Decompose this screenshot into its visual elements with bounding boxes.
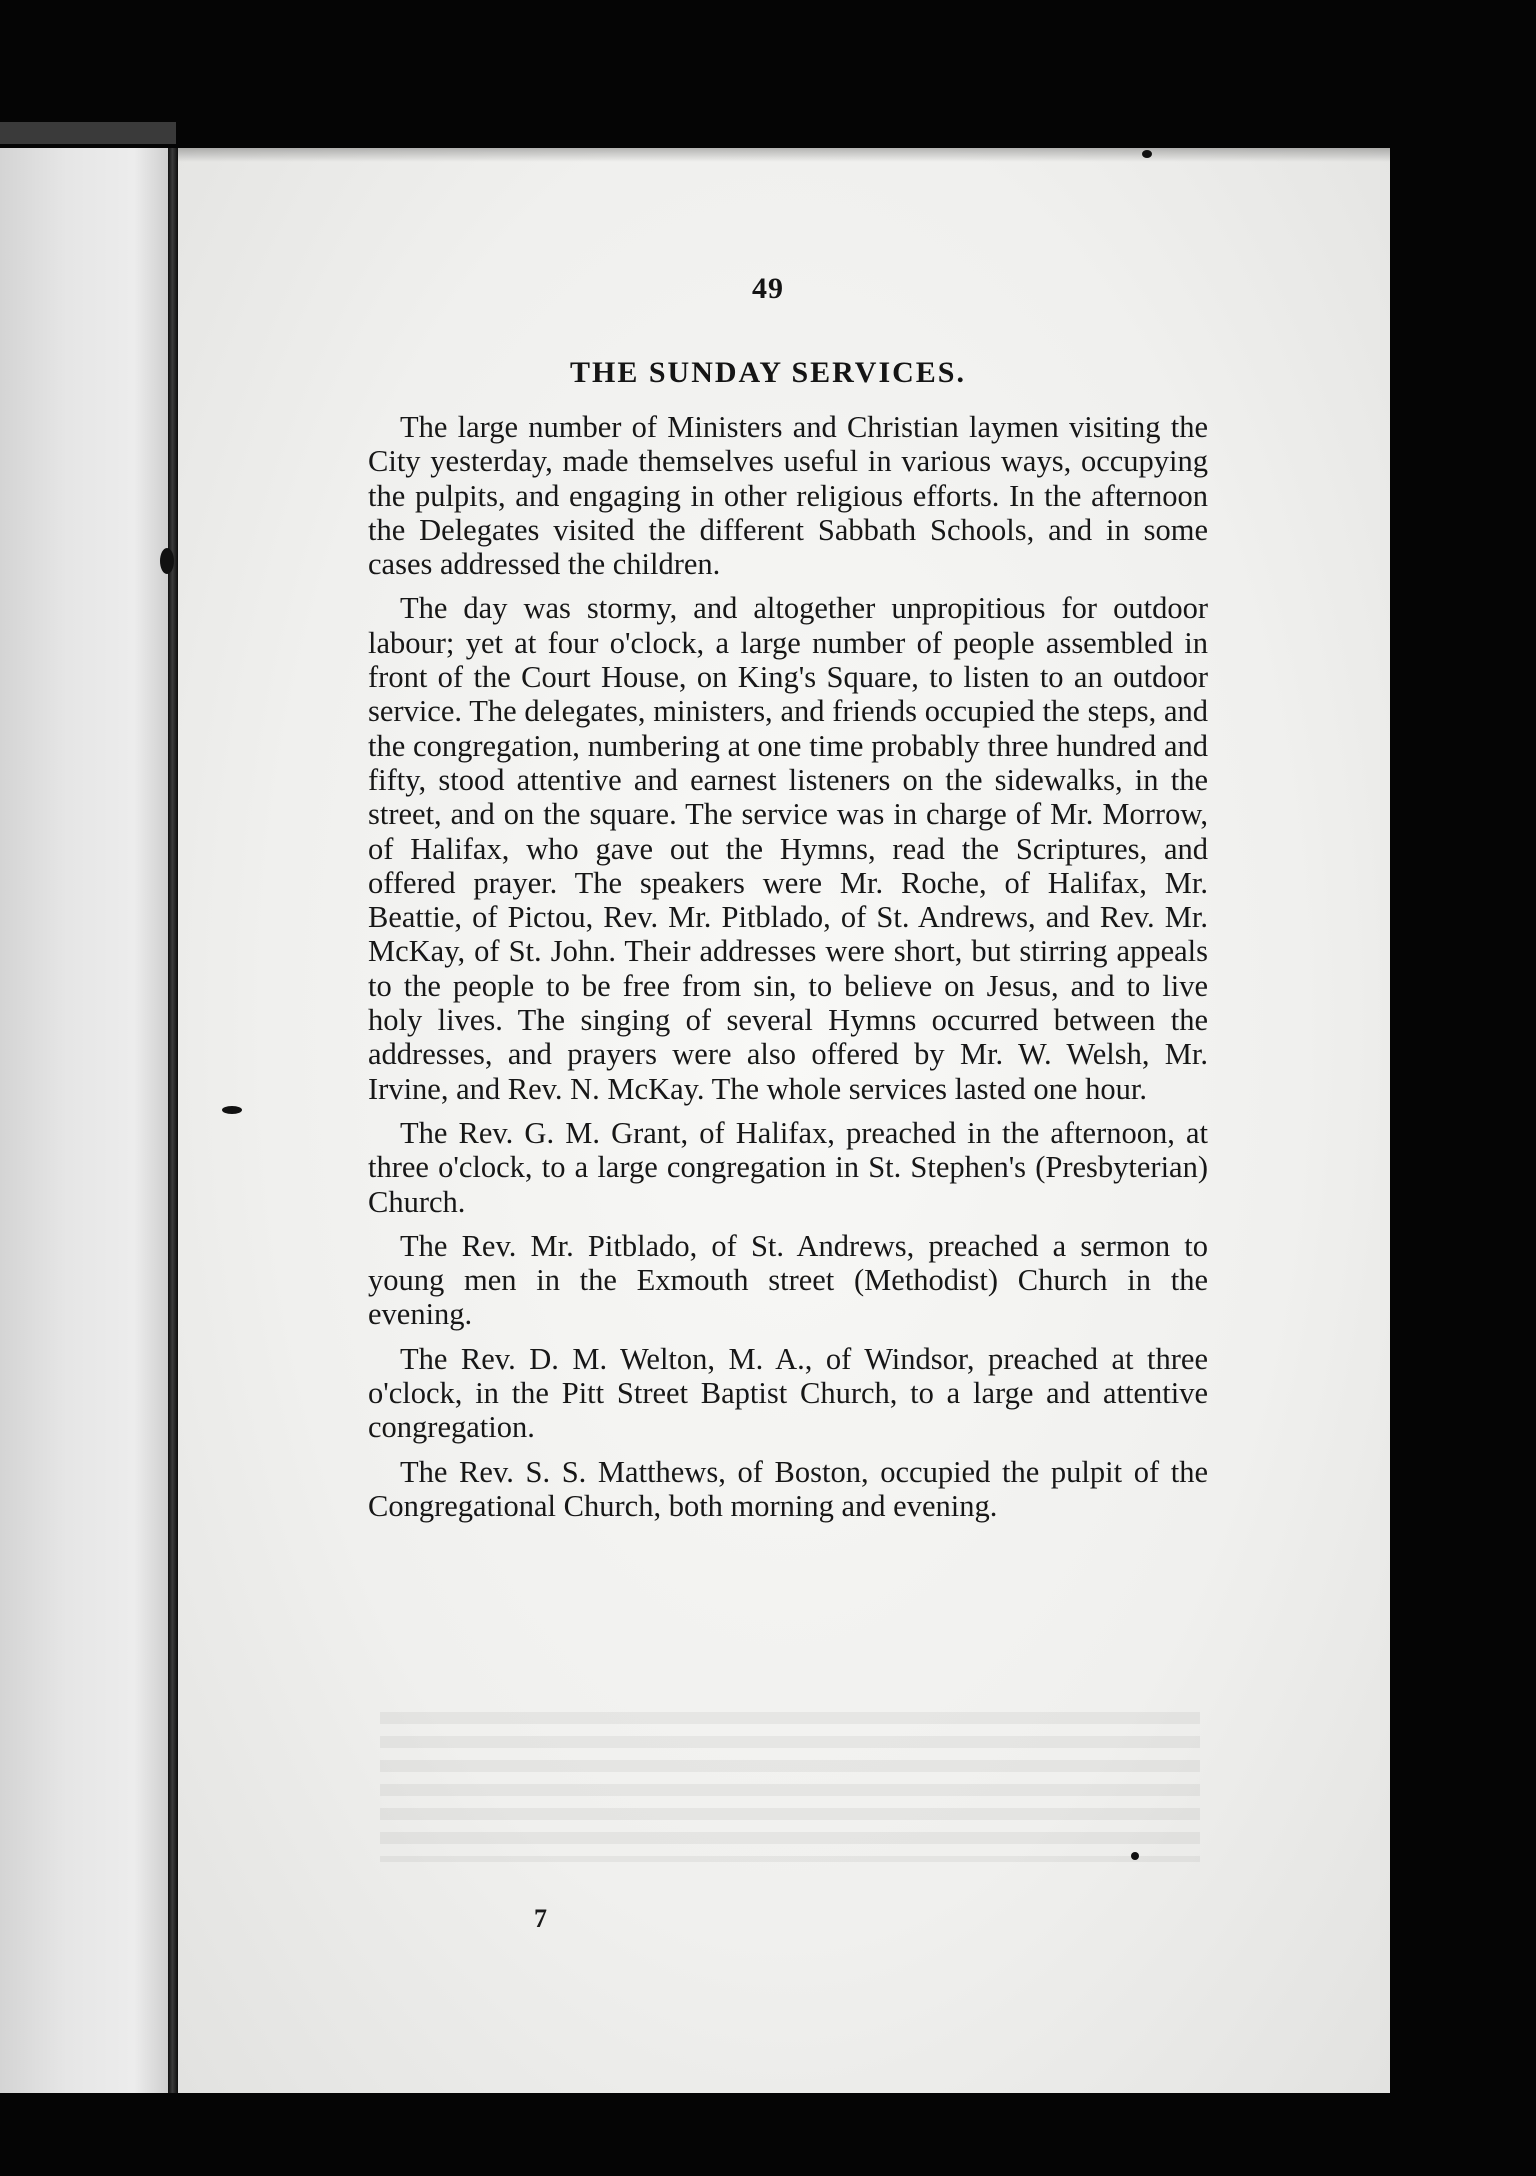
paragraph: The Rev. Mr. Pitblado, of St. Andrews, preached a sermon to young men in the Exmouth street (Methodist) Church in the evening. [368,1228,1208,1332]
previous-page-sliver [0,148,168,2093]
paragraph: The day was stormy, and altogether unpropitious for outdoor labour; yet at four o'clock, a large number of people assembled in front of the Court House, on King's Square, to listen to an outdoor service. The delegates, ministers, and friends occupied the steps, and the congregation, numbering at one time probably three hundred and fifty, stood attentive and earnest listeners on the sidewalks, in the street, and on the square. The service was in charge of Mr. Morrow, of Halifax, who gave out the Hymns, read the Scriptures, and offered prayer. The speakers were Mr. Roche, of Halifax, Mr. Beattie, of Pictou, Rev. Mr. Pitblado, of St. Andrews, and Rev. Mr. McKay, of St. John. Their addresses were short, but stirring appeals to the people to be free from sin, to believe on Jesus, and to live holy lives. The singing of several Hymns occurred between the addresses, and prayers were also offered by Mr. W. Welsh, Mr. Irvine, and Rev. N. McKay. The whole services lasted one hour. [368,591,1208,1106]
section-title: THE SUNDAY SERVICES. [569,356,966,389]
paragraph: The large number of Ministers and Christian laymen visiting the City yesterday, made themselves useful in various ways, occupying the pulpits, and engaging in other religious efforts. In the afternoon the Delegates visited the different Sabbath Schools, and in some cases addressed the children. [368,410,1208,582]
ink-speck [160,548,174,574]
ink-speck [222,1106,242,1114]
book-gutter [168,148,178,2093]
article-body [368,410,1208,1533]
signature-mark: 7 [534,1904,547,1933]
paragraph: The Rev. G. M. Grant, of Halifax, preached in the afternoon, at three o'clock, to a large congregation in St. Stephen's (Presbyterian) Church. [368,1115,1208,1219]
ink-speck [1142,150,1152,158]
ink-speck [1131,1852,1139,1860]
show-through-text [380,1712,1200,1862]
left-page-top-edge [0,122,176,144]
page-number: 49 [752,272,784,305]
page-top-shadow [178,148,1390,162]
paragraph: The Rev. D. M. Welton, M. A., of Windsor, preached at three o'clock, in the Pitt Street Baptist Church, to a large and attentive congregation. [368,1341,1208,1445]
paragraph: The Rev. S. S. Matthews, of Boston, occupied the pulpit of the Congregational Church, both morning and evening. [368,1454,1208,1523]
